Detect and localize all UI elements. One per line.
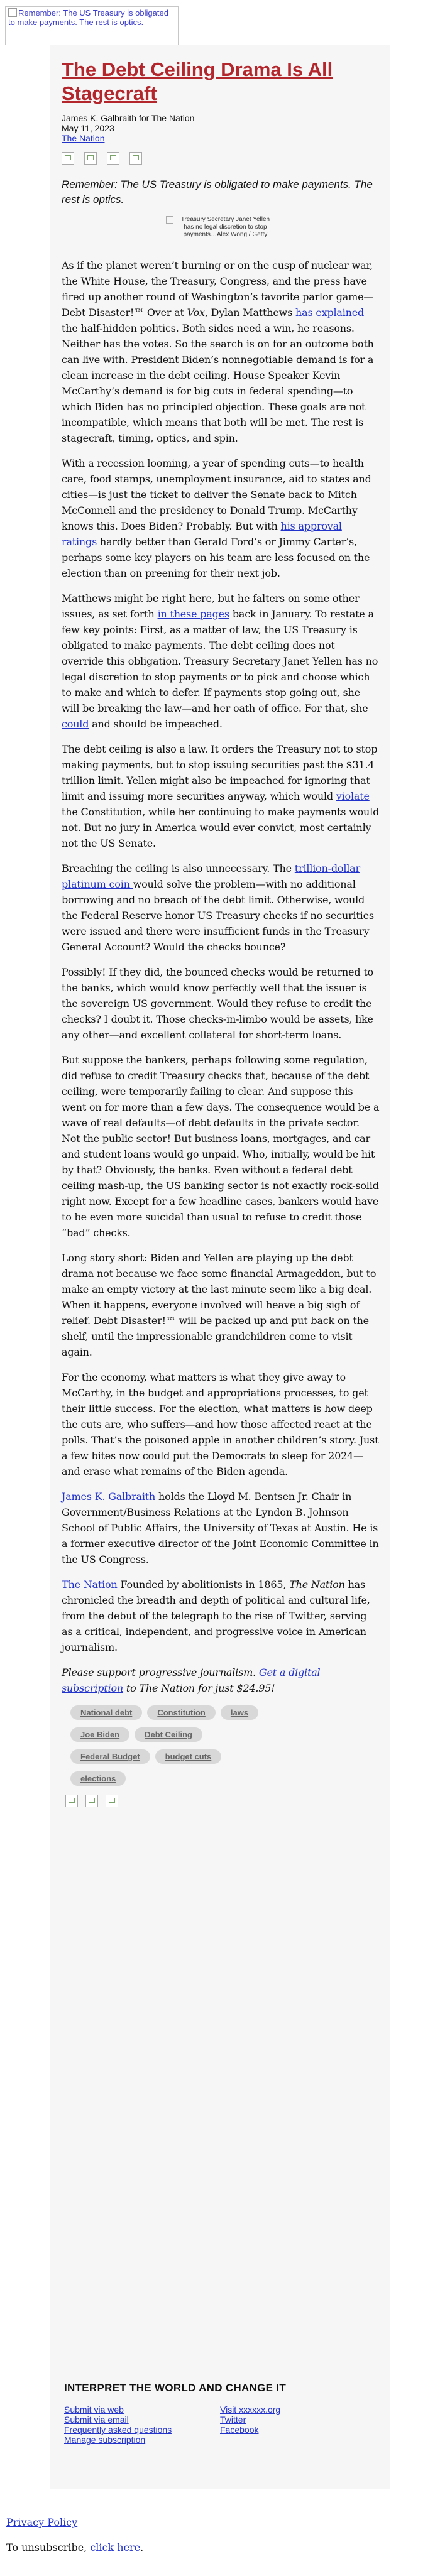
photo-figure [62, 216, 380, 239]
unsubscribe-line [6, 2541, 143, 2553]
tag-list [62, 1705, 380, 1793]
text: The debt ceiling is also a law. It orders the Treasury not to stop making payments, but to stop issuing securities past the $31.4 trillion limit. Yellen might also be impeached for ignoring that limit and issuing more securities anyway, which would [62, 743, 378, 802]
paragraph [62, 258, 380, 446]
article-inner [62, 58, 380, 1808]
twitter-link[interactable]: Twitter [220, 2415, 246, 2425]
inline-link[interactable]: in these pages [157, 608, 229, 620]
paragraph: But suppose the bankers, perhaps following some regulation, did refuse to credit Treasury checks that, because of the debt ceiling, were temporarily failing to clear. And suppose this went on for more than a few days. The consequence would be a wave of real defaults—of debt defaults in the private sector. Not the public sector! But business loans, mortgages, and car and student loans would go unpaid. Who, initially, would be hit by that? Obviously, the banks. Even without a federal debt ceiling mash-up, the US banking sector is not exactly rock-solid right now. Except for a few headline cases, bankers would have to be even more suicidal than usual to refuse to credit those “bad” checks. [62, 1054, 380, 1239]
share-email-icon[interactable] [107, 152, 119, 165]
text: Founded by abolitionists in 1865, [117, 1579, 290, 1590]
share-link-icon[interactable] [129, 152, 142, 165]
paragraph [62, 861, 380, 955]
paragraph [62, 455, 380, 581]
text: Breaching the ceiling is also unnecessary. The [62, 862, 295, 874]
date: May 11, 2023 [62, 123, 114, 133]
inline-link[interactable]: violate [336, 790, 370, 802]
author-link[interactable]: James K. Galbraith [62, 1491, 156, 1503]
broken-image-icon [166, 216, 173, 224]
text: . [140, 2541, 144, 2553]
hero-image[interactable] [5, 6, 179, 45]
inline-link[interactable]: his approval ratings [62, 520, 342, 548]
text: Please support progressive journalism. [62, 1666, 259, 1678]
subscribe-link[interactable]: Get a digital subscription [62, 1666, 321, 1694]
card-footer [50, 2382, 390, 2455]
tag[interactable]: budget cuts [155, 1749, 222, 1764]
footer-col-right [220, 2405, 280, 2435]
paragraph: For the economy, what matters is what they give away to McCarthy, in the budget and appropriations processes, to get their little success. For the election, what matters is how deep the cuts are, who suffers—and how those affected react at the polls. That’s the poisoned apple in another children’s story. Just a few bites now could put the Democrats to sleep for 2024—and erase what remains of the Biden agenda. [62, 1371, 379, 1477]
footer-links [50, 2405, 390, 2455]
tag[interactable]: Federal Budget [70, 1749, 150, 1764]
share-facebook-icon[interactable] [84, 152, 97, 165]
text: To unsubscribe, [6, 2541, 91, 2553]
author-bio [62, 1489, 380, 1567]
share-email-icon[interactable] [106, 1795, 118, 1807]
share-bar-bottom [62, 1795, 380, 1808]
submit-web-link[interactable]: Submit via web [64, 2405, 124, 2415]
text: would solve the problem—with no additional borrowing and no breach of the debt limit. Otherwise, would the Federal Reserve honor US Treasury checks if no securities were issued and there were insufficient funds in the Treasury General Account? Would the checks bounce? [62, 878, 374, 953]
article-title[interactable]: The Debt Ceiling Drama Is All Stagecraft [62, 58, 333, 104]
byline: James K. Galbraith for The Nation [62, 113, 195, 123]
tag[interactable]: laws [221, 1705, 258, 1720]
privacy-policy [6, 2516, 77, 2528]
paragraph [62, 741, 380, 851]
inline-link[interactable]: trillion-dollar platinum coin [62, 862, 360, 890]
text: and should be impeached. [89, 718, 223, 730]
publication-link[interactable]: The Nation [62, 1579, 118, 1590]
tag[interactable]: National debt [70, 1705, 142, 1720]
text: hardly better than Gerald Ford’s or Jimmy Carter’s, perhaps some key players on his team are less focused on the election than on preening for their next job. [62, 536, 370, 579]
facebook-link[interactable]: Facebook [220, 2425, 259, 2435]
tag[interactable]: Debt Ceiling [135, 1727, 202, 1742]
text: holds the Lloyd M. Bentsen Jr. Chair in Government/Business Relations at the Lyndon B. Johnson School of Public Affairs, the University of Texas at Austin. He is a former executive director of the Joint Economic Committee in the US Congress. [62, 1491, 379, 1565]
submit-email-link[interactable]: Submit via email [64, 2415, 129, 2425]
privacy-policy-link[interactable]: Privacy Policy [6, 2516, 78, 2528]
about-publication [62, 1577, 380, 1655]
subscription-promo [62, 1665, 380, 1696]
footer-heading: INTERPRET THE WORLD AND CHANGE IT [64, 2382, 287, 2394]
text: has chronicled the breadth and depth of political and cultural life, from the debut of the telegraph to the rise of Twitter, serving as a critical, independent, and progressive voice in American journalism. [62, 1579, 370, 1653]
inline-link[interactable]: has explained [295, 307, 365, 318]
faq-link[interactable]: Frequently asked questions [64, 2425, 172, 2435]
broken-image-icon [8, 8, 17, 17]
text: With a recession looming, a year of spending cuts—to health care, food stamps, unemployment insurance, aid to states and cities—is just the ticket to deliver the Senate back to Mitch McConnell and the presidency to Donald Trump. McCarthy knows this. Does Biden? Probably. But with [62, 457, 371, 532]
paragraph: Long story short: Biden and Yellen are playing up the debt drama not because we face some financial Armageddon, but to make an empty victory at the last minute seem like a big deal. When it happens, everyone involved will heave a big sigh of relief. Debt Disaster!™ will be packed up and put back on the shelf, until the impressionable grandchildren come to visit again. [62, 1252, 377, 1358]
text: As if the planet weren’t burning or on the cusp of nuclear war, the White House, the Treasury, Congress, and the press have fired up another round of Washington’s favorite parlor game—Debt Disaster!™ Over at [62, 259, 374, 318]
text: The Nation [289, 1579, 345, 1590]
paragraph [62, 590, 380, 732]
share-twitter-icon[interactable] [65, 1795, 78, 1807]
photo-caption: Treasury Secretary Janet Yellen has no legal discretion to stop payments…Alex Wong / Getty [180, 216, 270, 238]
inline-link[interactable]: could [62, 718, 89, 730]
tag[interactable]: Joe Biden [70, 1727, 129, 1742]
visit-site-link[interactable]: Visit xxxxxx.org [220, 2405, 281, 2415]
share-twitter-icon[interactable] [62, 152, 74, 165]
footer-col-left [64, 2405, 172, 2445]
article-card [50, 45, 390, 2489]
tag[interactable]: Constitution [147, 1705, 216, 1720]
text: back in January. To restate a few key points: First, as a matter of law, the US Treasury is obligated to make payments. The debt ceiling does not override this obligation. Treasury Secretary Janet Yellen has no legal discretion to stop payments or to pick and choose which to make and which to defer. If payments stop going out, she will be breaking the law—and her oath of office. For that, she [62, 608, 378, 714]
paragraph: Possibly! If they did, the bounced checks would be returned to the banks, which would know perfectly well that the issuer is the sovereign US government. Would they refuse to credit the checks? I doubt it. Those checks-in-limbo would be assets, like any other—and excellent collateral for short-term loans. [62, 966, 373, 1041]
share-facebook-icon[interactable] [85, 1795, 98, 1807]
text: the Constitution, while her continuing to make payments would not. But no jury in America would ever convict, most certainly not the US Senate. [62, 806, 380, 849]
text: to [123, 1682, 140, 1694]
article-meta [62, 113, 380, 143]
publication-link[interactable]: The Nation [62, 133, 105, 143]
tag[interactable]: elections [70, 1771, 126, 1786]
manage-subscription-link[interactable]: Manage subscription [64, 2435, 146, 2445]
text: Matthews might be right here, but he falters on some other issues, as set forth [62, 592, 360, 620]
hero-image-alt: Remember: The US Treasury is obligated to make payments. The rest is optics. [8, 8, 168, 27]
text: for just $24.95! [195, 1682, 275, 1694]
text: , Dylan Matthews [204, 307, 296, 318]
text: Vox [187, 307, 205, 318]
text: the half-hidden politics. Both sides need a win, he reasons. Neither has the votes. So the search is on for an outcome both can live with. President Biden’s nonnegotiable demand is for a clean increase in the debt ceiling. House Speaker Kevin McCarthy’s demand is for big cuts in federal spending—to which Biden has no principled objection. These goals are not incompatible, which means that both will be met. The rest is stagecraft, timing, optics, and spin. [62, 322, 374, 444]
article-body [62, 258, 380, 1696]
text: The Nation [139, 1682, 195, 1694]
article-deck: Remember: The US Treasury is obligated to make payments. The rest is optics. [62, 178, 373, 205]
share-bar-top [62, 152, 380, 166]
unsubscribe-link[interactable]: click here [90, 2541, 141, 2553]
